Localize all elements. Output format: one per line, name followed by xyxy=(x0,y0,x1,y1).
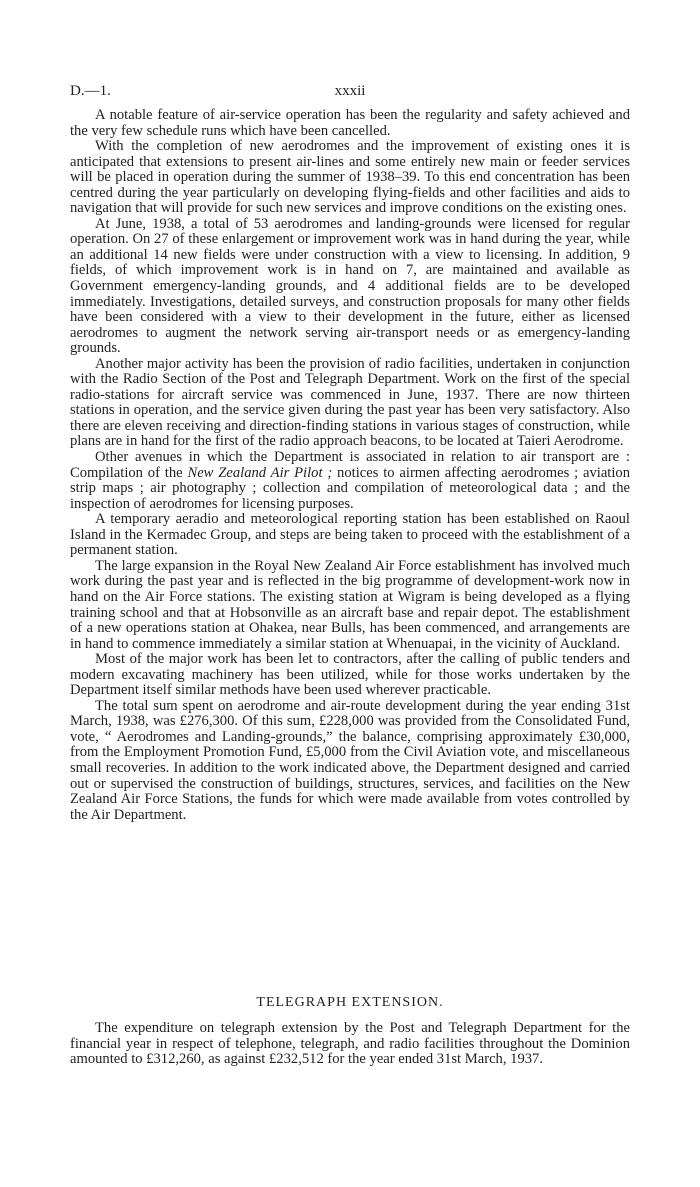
main-text xyxy=(70,108,630,823)
paragraph-air-force: The large expansion in the Royal New Zealand Air Force establishment has involved much work during the past year and is reflected in the big programme of development-work now in hand on the Air Force stations. The existing station at Wigram is being developed as a flying training school and that at Hobsonville as an aircraft base and repair depot. The establishment of a new operations station at Ohakea, near Bulls, has been commenced, and arrangements are in hand to commence immediately a similar station at Whenuapai, in the vicinity of Auckland. xyxy=(70,557,630,652)
paragraph-expenditure: The total sum spent on aerodrome and air-route development during the year ending 31st March, 1938, was £276,300. Of this sum, £228,000 was provided from the Consolidated Fund, vote, “ Aerodromes and Landing-grounds,” the balance, comprising approximately £30,000, from the Employment Promotion Fund, £5,000 from the Civil Aviation vote, and miscellaneous small recoveries. In addition to the work indicated above, the Department designed and carried out or supervised the construction of buildings, structures, services, and facilities on the New Zealand Air Force Stations, the funds for which were made available from votes controlled by the Air Department. xyxy=(70,697,630,823)
paragraph-telegraph: The expenditure on telegraph extension by the Post and Telegraph Department for the financial year in respect of telephone, telegraph, and radio facilities throughout the Dominion amounted to £312,260, as against £232,512 for the year ended 31st March, 1937. xyxy=(70,1020,630,1068)
page-number: xxxii xyxy=(334,83,366,99)
page-header xyxy=(70,83,630,103)
paragraph-aerodromes: At June, 1938, a total of 53 aerodromes and landing-grounds were licensed for regular operation. On 27 of these enlargement or improvement work was in hand during the year, while an additional 14 new fields were under construction with a view to licensing. In addition, 9 fields, of which improvement work is in hand on 7, are maintained and available as Government emergency-landing grounds, and 4 additional fields are to be developed immediately. Investigations, detailed surveys, and construction proposals for many other fields have been considered with a view to their development in the future, either as licensed aerodromes to augment the network serving air-transport needs or as emergency-landing grounds. xyxy=(70,215,630,357)
paragraph-extensions: With the completion of new aerodromes and the improvement of existing ones it is anticipated that extensions to present air-lines and some entirely new main or feeder services will be placed in operation during the summer of 1938–39. To this end concentration has been centred during the year particularly on developing flying-fields and other facilities and aids to navigation that will provide for such new services and improve conditions on the existing ones. xyxy=(70,138,630,217)
paragraph-raoul-island: A temporary aeradio and meteorological reporting station has been established on Raoul Island in the Kermadec Group, and steps are being taken to proceed with the establishment of a permanent station. xyxy=(70,511,630,559)
section-text xyxy=(70,1021,630,1068)
paragraph-avenues xyxy=(70,450,630,512)
paragraph-contractors: Most of the major work has been let to contractors, after the calling of public tenders and modern excavating machinery has been utilized, while for those works undertaken by the Department itself similar methods have been used wherever practicable. xyxy=(70,651,630,699)
paragraph-regularity: A notable feature of air-service operation has been the regularity and safety achieved and the very few schedule runs which have been cancelled. xyxy=(70,107,630,139)
avenues-text-before: Other avenues in which the Department is associated in relation to air transport are : Compilation of the xyxy=(70,449,630,481)
paragraph-radio: Another major activity has been the provision of radio facilities, undertaken in conjunction with the Radio Section of the Post and Telegraph Department. Work on the first of the special radio-stations for aircraft service was commenced in June, 1937. There are now thirteen stations in operation, and the service given during the past year has been very satisfactory. Also there are eleven receiving and direction-finding stations in various stages of construction, while plans are in hand for the first of the radio approach beacons, to be located at Taieri Aerodrome. xyxy=(70,355,630,450)
document-reference: D.—1. xyxy=(70,83,111,99)
avenues-text-after: notices to airmen affecting aerodromes ; aviation strip maps ; air photography ; collection and compilation of meteorological data ; and the inspection of aerodromes for licensing purposes. xyxy=(70,464,630,512)
air-pilot-title: New Zealand Air Pilot ; xyxy=(187,464,333,481)
section-heading: TELEGRAPH EXTENSION. xyxy=(256,995,444,1010)
